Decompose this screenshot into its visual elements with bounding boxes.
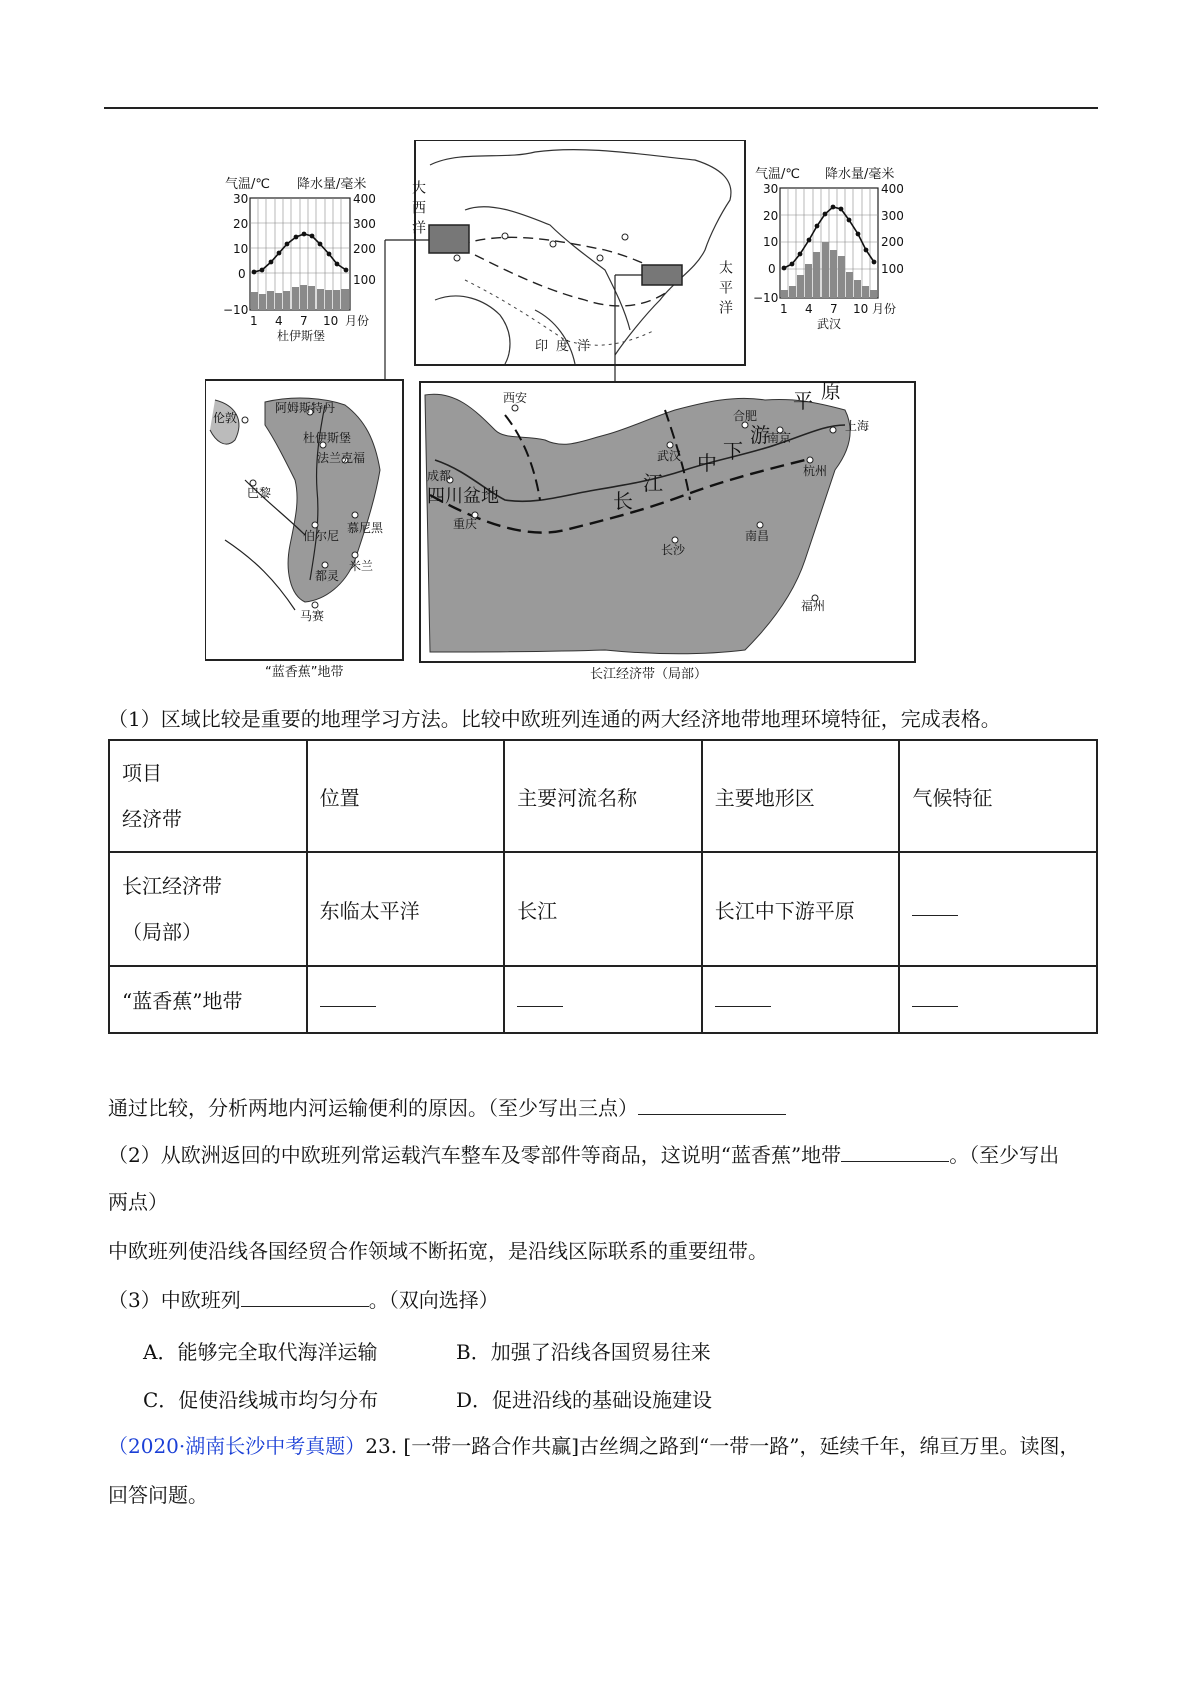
cell-banana-climate-blank[interactable] [899, 966, 1097, 1033]
question-source: （2020·湖南长沙中考真题） [108, 1434, 366, 1458]
pacific-label: 太平洋 [717, 260, 733, 320]
cell-banana-location-blank[interactable] [307, 966, 505, 1033]
climate-chart-wuhan [753, 166, 904, 331]
temp-tick: 20 [233, 217, 249, 231]
row-name-blue-banana: “蓝香蕉”地带 [109, 966, 307, 1033]
question-23-cont: 回答问题。 [108, 1483, 208, 1507]
precip-tick: 400 [881, 182, 904, 196]
option-b[interactable]: B．加强了沿线各国贸易往来 [456, 1340, 711, 1364]
col-header-terrain: 主要地形区 [702, 740, 900, 852]
river-label: 原 [821, 379, 841, 403]
option-c[interactable]: C．促使沿线城市均匀分布 [143, 1388, 379, 1412]
place-changsha: 长沙 [661, 543, 686, 557]
place-milan: 米兰 [349, 559, 374, 573]
place-nanchang: 南昌 [745, 529, 770, 543]
place-hefei: 合肥 [733, 409, 758, 423]
header-rule [104, 107, 1098, 109]
col-header-river: 主要河流名称 [504, 740, 702, 852]
table-corner-header: 项目 经济带 [109, 740, 307, 852]
city-label: 武汉 [817, 317, 842, 331]
question-23: （2020·湖南长沙中考真题）23. [一带一路合作共赢]古丝绸之路到“一带一路”，延续千年，绵亘万里。读图， [108, 1434, 1080, 1458]
place-duisburg: 杜伊斯堡 [303, 431, 352, 445]
river-label: 平 [793, 389, 813, 413]
question-3: （3）中欧班列 。（双向选择） [108, 1288, 499, 1312]
river-label: 下 [723, 439, 743, 463]
cell-yangtze-climate-blank[interactable] [899, 852, 1097, 966]
place-hangzhou: 杭州 [803, 464, 828, 478]
place-london: 伦敦 [213, 411, 238, 425]
x-tick: 4 [805, 302, 813, 316]
city-label: 杜伊斯堡 [277, 329, 326, 343]
yangtze-belt-map [420, 379, 915, 682]
temp-tick: 10 [233, 242, 249, 256]
place-chongqing: 重庆 [453, 517, 478, 531]
river-label: 游 [750, 423, 770, 447]
blue-banana-map [205, 380, 403, 680]
temp-tick: 0 [238, 267, 246, 281]
indian-ocean-label: 印度洋 [535, 339, 599, 354]
compare-question: 通过比较，分析两地内河运输便利的原因。（至少写出三点） [108, 1095, 786, 1121]
place-frankfurt: 法兰克福 [317, 451, 366, 465]
place-amsterdam: 阿姆斯特丹 [275, 401, 336, 415]
cell-banana-terrain-blank[interactable] [702, 966, 900, 1033]
place-nanjing: 南京 [767, 431, 792, 445]
x-tick: 月份 [345, 314, 370, 328]
precip-axis-label: 降水量/毫米 [297, 177, 367, 192]
option-a[interactable]: A．能够完全取代海洋运输 [143, 1340, 378, 1364]
question-1: （1）区域比较是重要的地理学习方法。比较中欧班列连通的两大经济地带地理环境特征，完成表格。 [108, 707, 1001, 731]
temp-tick: 10 [763, 235, 779, 249]
place-turin: 都灵 [315, 569, 340, 583]
col-header-climate: 气候特征 [899, 740, 1097, 852]
precip-tick: 100 [881, 262, 904, 276]
x-tick: 7 [300, 314, 308, 328]
china-map-caption: 长江经济带（局部） [590, 667, 708, 682]
x-tick: 1 [780, 302, 788, 316]
temp-tick: −10 [223, 303, 249, 317]
comparison-table [108, 739, 1098, 1034]
eurasia-map [410, 140, 745, 365]
temp-tick: 20 [763, 209, 779, 223]
river-label: 中 [697, 451, 717, 475]
temp-axis-label: 气温/℃ [755, 167, 800, 182]
precip-tick: 300 [353, 217, 376, 231]
place-paris: 巴黎 [247, 486, 272, 500]
col-header-location: 位置 [307, 740, 505, 852]
place-sichuan-basin: 四川盆地 [427, 486, 499, 507]
precip-tick: 200 [353, 242, 376, 256]
river-label: 江 [643, 471, 663, 495]
precip-tick: 400 [353, 192, 376, 206]
temp-tick: 30 [763, 182, 779, 196]
place-chengdu: 成都 [427, 469, 452, 483]
precip-axis-label: 降水量/毫米 [825, 167, 895, 182]
precip-tick: 100 [353, 273, 376, 287]
temp-tick: −10 [753, 291, 779, 305]
temp-axis-label: 气温/℃ [225, 177, 270, 192]
place-shanghai: 上海 [845, 419, 870, 433]
answer-blank[interactable] [638, 1096, 786, 1115]
place-munich: 慕尼黑 [347, 521, 384, 535]
x-tick: 7 [830, 302, 838, 316]
climate-chart-duisburg [223, 176, 376, 343]
row-name-yangtze: 长江经济带 （局部） [109, 852, 307, 966]
question-2-cont: 两点） [108, 1190, 168, 1214]
cell-banana-river-blank[interactable] [504, 966, 702, 1033]
river-label: 长 [613, 489, 633, 513]
place-fuzhou: 福州 [801, 599, 826, 613]
cell-yangtze-location: 东临太平洋 [307, 852, 505, 966]
place-bern: 伯尔尼 [303, 529, 340, 543]
option-d[interactable]: D．促进沿线的基础设施建设 [456, 1388, 713, 1412]
x-tick: 月份 [872, 302, 897, 316]
x-tick: 10 [323, 314, 339, 328]
place-wuhan: 武汉 [657, 449, 682, 463]
temp-tick: 30 [233, 192, 249, 206]
x-tick: 1 [250, 314, 258, 328]
place-marseille: 马赛 [300, 609, 325, 623]
europe-map-caption: “蓝香蕉”地带 [265, 665, 344, 680]
cell-yangtze-terrain: 长江中下游平原 [702, 852, 900, 966]
place-xian: 西安 [503, 391, 528, 405]
question-2: （2）从欧洲返回的中欧班列常运载汽车整车及零部件等商品，这说明“蓝香蕉”地带 。（至少写出 [108, 1143, 1060, 1167]
cell-yangtze-river: 长江 [504, 852, 702, 966]
temp-tick: 0 [768, 262, 776, 276]
x-tick: 10 [853, 302, 869, 316]
intro-question-3: 中欧班列使沿线各国经贸合作领域不断拓宽，是沿线区际联系的重要纽带。 [108, 1239, 768, 1263]
answer-blank[interactable] [241, 1288, 369, 1307]
x-tick: 4 [275, 314, 283, 328]
map-figure [205, 140, 1000, 685]
precip-tick: 300 [881, 209, 904, 223]
atlantic-label: 大西洋 [410, 180, 426, 240]
answer-blank[interactable] [841, 1143, 949, 1162]
precip-tick: 200 [881, 235, 904, 249]
